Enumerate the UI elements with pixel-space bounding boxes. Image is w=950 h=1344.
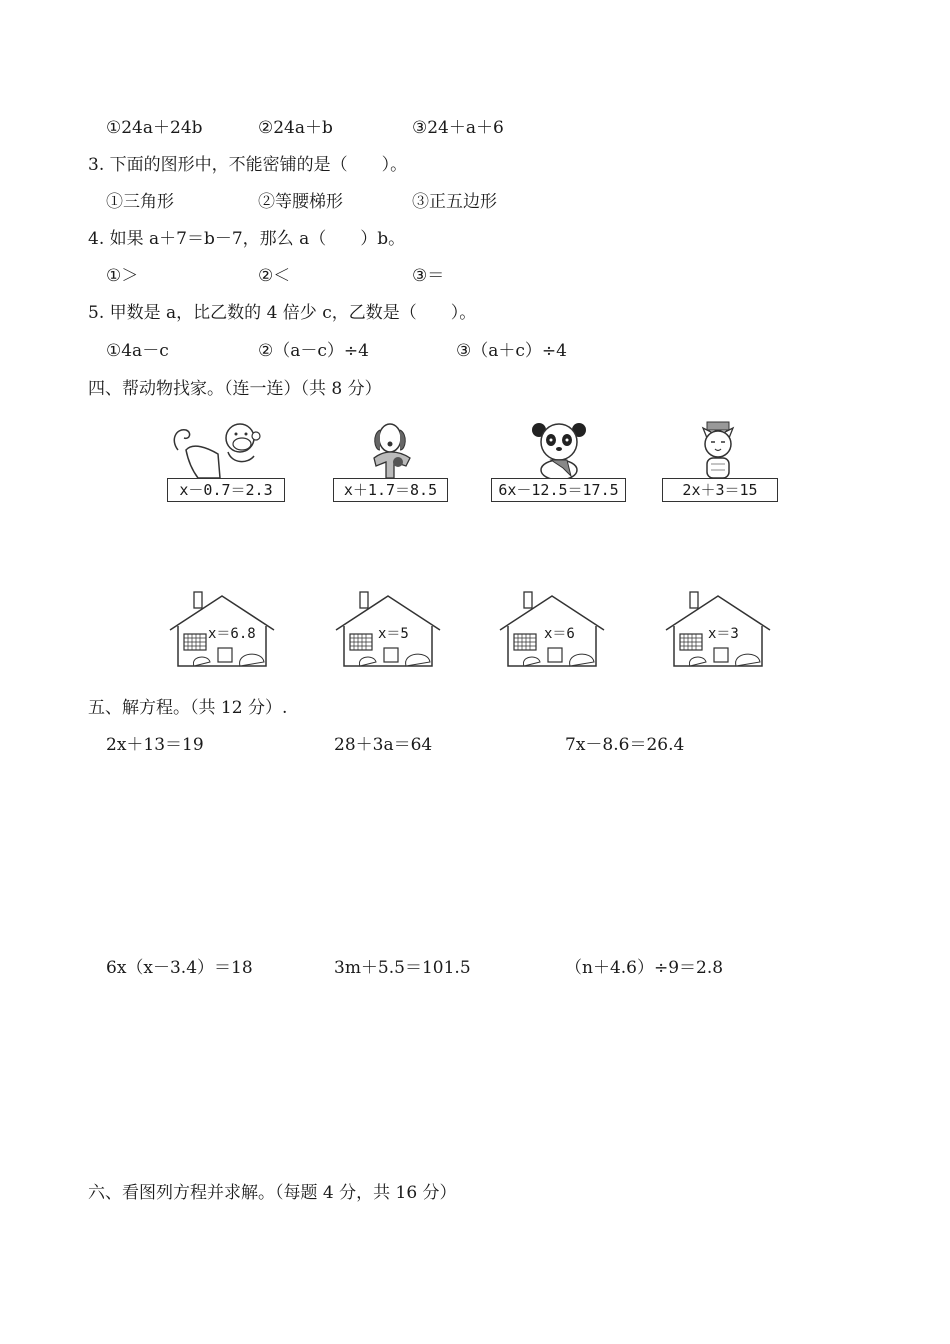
q4-option-2: ②＜ (258, 266, 291, 286)
section6-heading: 六、看图列方程并求解。（每题 4 分，共 16 分） (88, 1183, 457, 1203)
section5-heading: 五、解方程。（共 12 分）. (88, 698, 288, 718)
animal-equation-4: 2x＋3＝15 (662, 478, 778, 502)
house-2 (332, 590, 444, 672)
house-label-1: x＝6.8 (208, 626, 256, 642)
house-3 (496, 590, 608, 672)
q2-option-3: ③24＋a＋6 (412, 118, 504, 138)
equation-3: 7x－8.6＝26.4 (565, 735, 685, 755)
q4-option-1: ①＞ (106, 266, 139, 286)
q5-option-1: ①4a－c (106, 341, 169, 361)
q4-option-3: ③＝ (412, 266, 445, 286)
animal-equation-1: x－0.7＝2.3 (167, 478, 285, 502)
house-label-2: x＝5 (378, 626, 409, 642)
q3-option-2: ②等腰梯形 (258, 192, 343, 212)
q3-stem: 3. 下面的图形中，不能密铺的是（ ）。 (88, 155, 408, 175)
house-label-3: x＝6 (544, 626, 575, 642)
q2-option-1: ①24a＋24b (106, 118, 203, 138)
q3-option-1: ①三角形 (106, 192, 174, 212)
cat-icon (693, 420, 743, 480)
q2-option-2: ②24a＋b (258, 118, 333, 138)
equation-2: 28＋3a＝64 (334, 735, 433, 755)
q5-stem: 5. 甲数是 a，比乙数的 4 倍少 c，乙数是（ ）。 (88, 303, 477, 323)
q3-option-3: ③正五边形 (412, 192, 497, 212)
q4-stem: 4. 如果 a＋7＝b－7，那么 a（ ）b。 (88, 229, 406, 249)
equation-6: （n＋4.6）÷9＝2.8 (565, 958, 724, 978)
animal-equation-3: 6x－12.5＝17.5 (491, 478, 626, 502)
animal-equation-2: x＋1.7＝8.5 (333, 478, 448, 502)
panda-icon (527, 420, 591, 480)
monkey-icon (168, 420, 268, 480)
dog-icon (360, 420, 420, 480)
equation-5: 3m＋5.5＝101.5 (334, 958, 471, 978)
house-label-4: x＝3 (708, 626, 739, 642)
section4-heading: 四、帮动物找家。（连一连）（共 8 分） (88, 379, 382, 399)
house-1 (166, 590, 278, 672)
house-4 (662, 590, 774, 672)
equation-4: 6x（x－3.4）＝18 (106, 958, 253, 978)
q5-option-2: ②（a－c）÷4 (258, 341, 369, 361)
equation-1: 2x＋13＝19 (106, 735, 204, 755)
q5-option-3: ③（a＋c）÷4 (456, 341, 567, 361)
